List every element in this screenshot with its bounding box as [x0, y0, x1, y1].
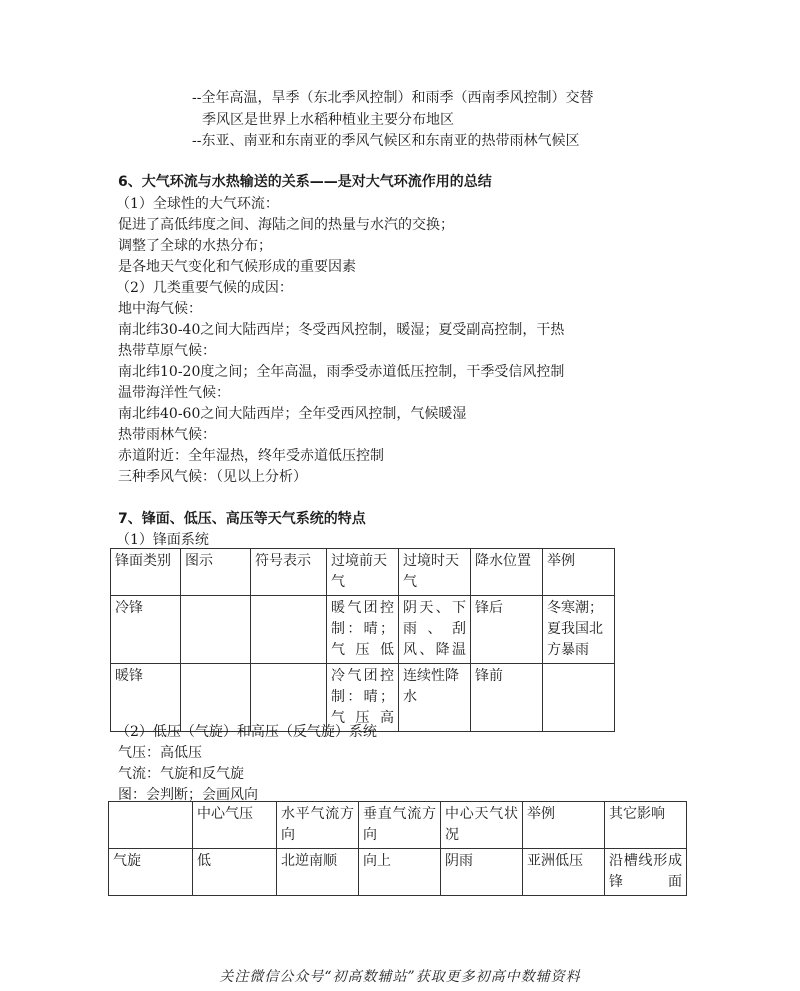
text-line: 调整了全球的水热分布； [118, 238, 272, 254]
table-cell: 暖锋 [111, 664, 181, 732]
text-line: 促进了高低纬度之间、海陆之间的热量与水汽的交换； [118, 217, 454, 233]
table-cell: 冷气团控制：晴；气压高 [327, 664, 399, 732]
table-header-cell: 图示 [181, 549, 251, 596]
table-cell [181, 596, 251, 664]
table-cell: 阴雨 [441, 849, 523, 896]
text-line: 地中海气候： [118, 301, 202, 317]
text-line: 南北纬10-20度之间；全年高温，雨季受赤道低压控制，干季受信风控制 [118, 364, 565, 380]
table-cell: 锋后 [471, 596, 543, 664]
table-cell: 阴天、下雨、刮风、降温 [399, 596, 471, 664]
table-cell: 锋前 [471, 664, 543, 732]
subsection-heading: （1）锋面系统 [116, 532, 209, 548]
section-6-heading: 6、大气环流与水热输送的关系——是对大气环流作用的总结 [118, 174, 492, 190]
table-cell: 暖气团控制：晴；气压低 [327, 596, 399, 664]
text-line: 热带草原气候： [118, 343, 216, 359]
text-line: --东亚、南亚和东南亚的季风气候区和东南亚的热带雨林气候区 [192, 133, 580, 149]
table-cell: 冷锋 [111, 596, 181, 664]
page-footer: 关注微信公众号“初高数辅站”获取更多初高中数辅资料 [219, 969, 581, 985]
table-header-cell [109, 802, 193, 849]
text-line: 气流：气旋和反气旋 [118, 766, 244, 782]
text-line: 三种季风气候：（见以上分析） [118, 469, 307, 485]
table-row [111, 596, 615, 664]
table-cell [251, 596, 327, 664]
subsection-heading: （2）低压（气旋）和高压（反气旋）系统 [116, 724, 377, 740]
table-header-cell: 过境时天气 [399, 549, 471, 596]
table-cell: 向上 [359, 849, 441, 896]
table-cell: 冬寒潮；夏我国北方暴雨 [543, 596, 615, 664]
text-line: 温带海洋性气候： [118, 385, 230, 401]
table-header-cell: 水平气流方向 [277, 802, 359, 849]
front-system-table [110, 548, 615, 732]
table-cell: 气旋 [109, 849, 193, 896]
table-cell: 北逆南顺 [277, 849, 359, 896]
table-header-cell: 降水位置 [471, 549, 543, 596]
table-cell: 低 [193, 849, 277, 896]
section-7-heading: 7、锋面、低压、高压等天气系统的特点 [118, 511, 366, 527]
text-line: 是各地天气变化和气候形成的重要因素 [118, 259, 356, 275]
table-header-cell: 中心天气状况 [441, 802, 523, 849]
text-line: 南北纬40-60之间大陆西岸；全年受西风控制，气候暖湿 [118, 406, 467, 422]
text-line: 赤道附近：全年湿热，终年受赤道低压控制 [118, 448, 384, 464]
table-header-row [111, 549, 615, 596]
table-header-row [109, 802, 687, 849]
table-header-cell: 过境前天气 [327, 549, 399, 596]
table-header-cell: 中心气压 [193, 802, 277, 849]
table-header-cell: 符号表示 [251, 549, 327, 596]
table-header-cell: 垂直气流方向 [359, 802, 441, 849]
text-line: 图：会判断；会画风向 [118, 787, 258, 803]
text-line: 气压：高低压 [118, 745, 202, 761]
text-line: 南北纬30-40之间大陆西岸；冬受西风控制，暖湿；夏受副高控制，干热 [118, 322, 565, 338]
text-line: --全年高温，旱季（东北季风控制）和雨季（西南季风控制）交替 [192, 90, 594, 106]
text-line: 季风区是世界上水稻种植业主要分布地区 [202, 112, 454, 128]
pressure-system-table [108, 801, 687, 896]
table-cell: 连续性降水 [399, 664, 471, 732]
text-line: （1）全球性的大气环流： [116, 196, 279, 212]
table-cell: 亚洲低压 [523, 849, 605, 896]
text-line: 热带雨林气候： [118, 427, 216, 443]
table-header-cell: 其它影响 [605, 802, 687, 849]
text-line: （2）几类重要气候的成因： [116, 280, 293, 296]
table-header-cell: 锋面类别 [111, 549, 181, 596]
table-header-cell: 举例 [543, 549, 615, 596]
table-cell [543, 664, 615, 732]
table-cell: 沿槽线形成锋面 [605, 849, 687, 896]
table-row [109, 849, 687, 896]
table-header-cell: 举例 [523, 802, 605, 849]
